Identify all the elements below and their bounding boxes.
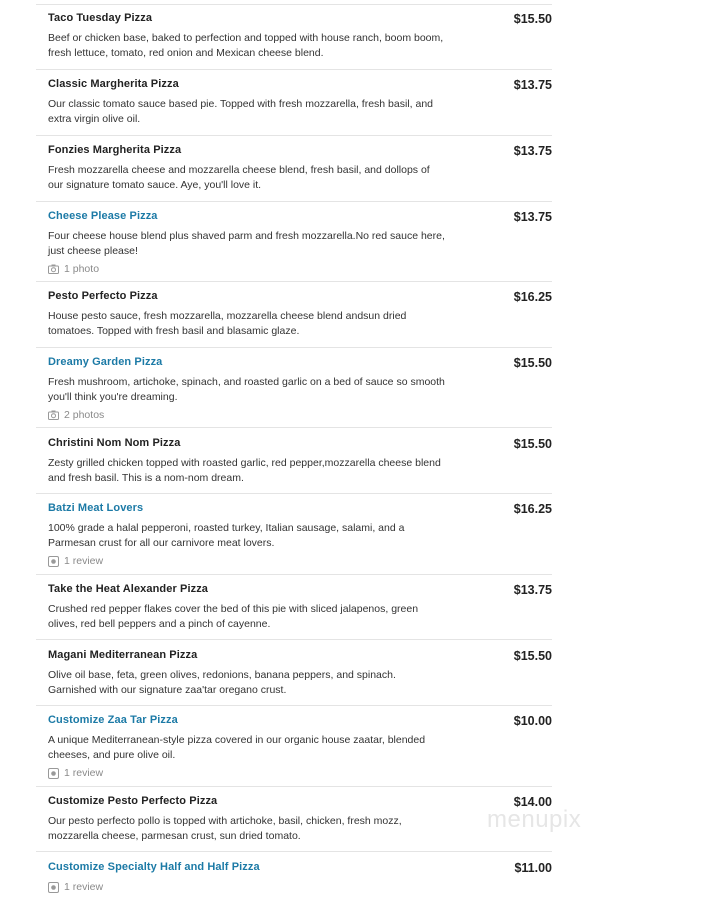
reviews-link[interactable]	[48, 555, 103, 567]
menu-item-price: $13.75	[513, 583, 552, 597]
item-divider	[36, 135, 552, 136]
menu-item-name[interactable]: Cheese Please Pizza	[48, 210, 158, 222]
menu-item-description: Zesty grilled chicken topped with roasted garlic, red pepper,mozzarella cheese blend and fresh basil. This is a nom-nom dream.	[48, 457, 441, 484]
menu-item-name[interactable]: Batzi Meat Lovers	[48, 502, 144, 514]
menupix-watermark: menupix	[487, 806, 582, 833]
menu-item-price: $11.00	[514, 861, 552, 875]
menu-item-price: $14.00	[513, 795, 552, 809]
menu-item-name[interactable]: Dreamy Garden Pizza	[48, 356, 163, 368]
photos-link[interactable]	[48, 263, 99, 275]
review-icon	[48, 882, 64, 893]
item-divider	[36, 201, 552, 202]
meta-label: 1 review	[64, 881, 104, 893]
item-divider	[36, 4, 552, 5]
menu-item-description: 100% grade a halal pepperoni, roasted turkey, Italian sausage, salami, and a Parmesan crust for all our carnivore meat lovers.	[48, 522, 405, 549]
review-icon	[48, 768, 64, 779]
camera-icon	[48, 264, 64, 274]
item-divider	[36, 574, 552, 575]
photos-link[interactable]	[48, 409, 104, 421]
menu-item-name: Pesto Perfecto Pizza	[48, 290, 158, 302]
meta-label: 2 photos	[64, 409, 105, 421]
meta-label: 1 review	[64, 555, 104, 567]
reviews-link[interactable]	[48, 767, 103, 779]
menu-item-price: $10.00	[513, 714, 552, 728]
item-divider	[36, 493, 552, 494]
camera-icon	[48, 410, 64, 420]
menu-item-name: Magani Mediterranean Pizza	[48, 649, 198, 661]
item-divider	[36, 347, 552, 348]
item-divider	[36, 851, 552, 852]
menu-item-description: Crushed red pepper flakes cover the bed of this pie with sliced jalapenos, green olives, red bell peppers and a pinch of cayenne.	[48, 603, 419, 630]
menu-item-price: $16.25	[513, 502, 552, 516]
menu-item-name[interactable]: Customize Specialty Half and Half Pizza	[48, 861, 260, 873]
item-divider	[36, 427, 552, 428]
menu-item-price: $15.50	[513, 12, 552, 26]
menu-item-description: Our classic tomato sauce based pie. Topped with fresh mozzarella, fresh basil, and extra virgin olive oil.	[48, 98, 434, 125]
reviews-link[interactable]	[48, 881, 103, 893]
menu-item-name: Customize Pesto Perfecto Pizza	[48, 795, 218, 807]
menu-item-price: $15.50	[513, 356, 552, 370]
menu-item-description: Fresh mozzarella cheese and mozzarella cheese blend, fresh basil, and dollops of our signature tomato sauce. Aye, you'll love it.	[48, 164, 430, 191]
menu-item-name: Christini Nom Nom Pizza	[48, 437, 181, 449]
meta-label: 1 review	[64, 767, 104, 779]
menu-item-description: Four cheese house blend plus shaved parm and fresh mozzarella.No red sauce here, just cheese please!	[48, 230, 445, 257]
menu-item-description: A unique Mediterranean-style pizza covered in our organic house zaatar, blended cheeses, and pure olive oil.	[48, 734, 426, 761]
menu-item-price: $15.50	[513, 649, 552, 663]
item-divider	[36, 639, 552, 640]
item-divider	[36, 705, 552, 706]
item-divider	[36, 281, 552, 282]
menu-item-name: Taco Tuesday Pizza	[48, 12, 153, 24]
item-divider	[36, 69, 552, 70]
menu-item-price: $13.75	[513, 78, 552, 92]
menu-item-price: $13.75	[513, 144, 552, 158]
menu-item-name: Fonzies Margherita Pizza	[48, 144, 182, 156]
menu-item-price: $15.50	[513, 437, 552, 451]
meta-label: 1 photo	[64, 263, 100, 275]
menu-item-description: House pesto sauce, fresh mozzarella, mozzarella cheese blend andsun dried tomatoes. Topped with fresh basil and blasamic glaze.	[48, 310, 407, 337]
menu-item-price: $16.25	[513, 290, 552, 304]
menu-item-description: Olive oil base, feta, green olives, redonions, banana peppers, and spinach. Garnished with our signature zaa'tar oregano crust.	[48, 669, 396, 696]
menu-item-description: Fresh mushroom, artichoke, spinach, and roasted garlic on a bed of sauce so smooth you'll think you're dreaming.	[48, 376, 445, 403]
menu-item-description: Our pesto perfecto pollo is topped with artichoke, basil, chicken, fresh mozz, mozzarella cheese, parmesan crust, sun dried tomato.	[48, 815, 402, 842]
menu-item-name: Classic Margherita Pizza	[48, 78, 179, 90]
item-divider	[36, 786, 552, 787]
menu-item-price: $13.75	[513, 210, 552, 224]
menu-item-name[interactable]: Customize Zaa Tar Pizza	[48, 714, 178, 726]
menu-item-name: Take the Heat Alexander Pizza	[48, 583, 209, 595]
menu-item-description: Beef or chicken base, baked to perfection and topped with house ranch, boom boom, fresh lettuce, tomato, red onion and Mexican cheese blend.	[48, 32, 444, 59]
review-icon	[48, 556, 64, 567]
